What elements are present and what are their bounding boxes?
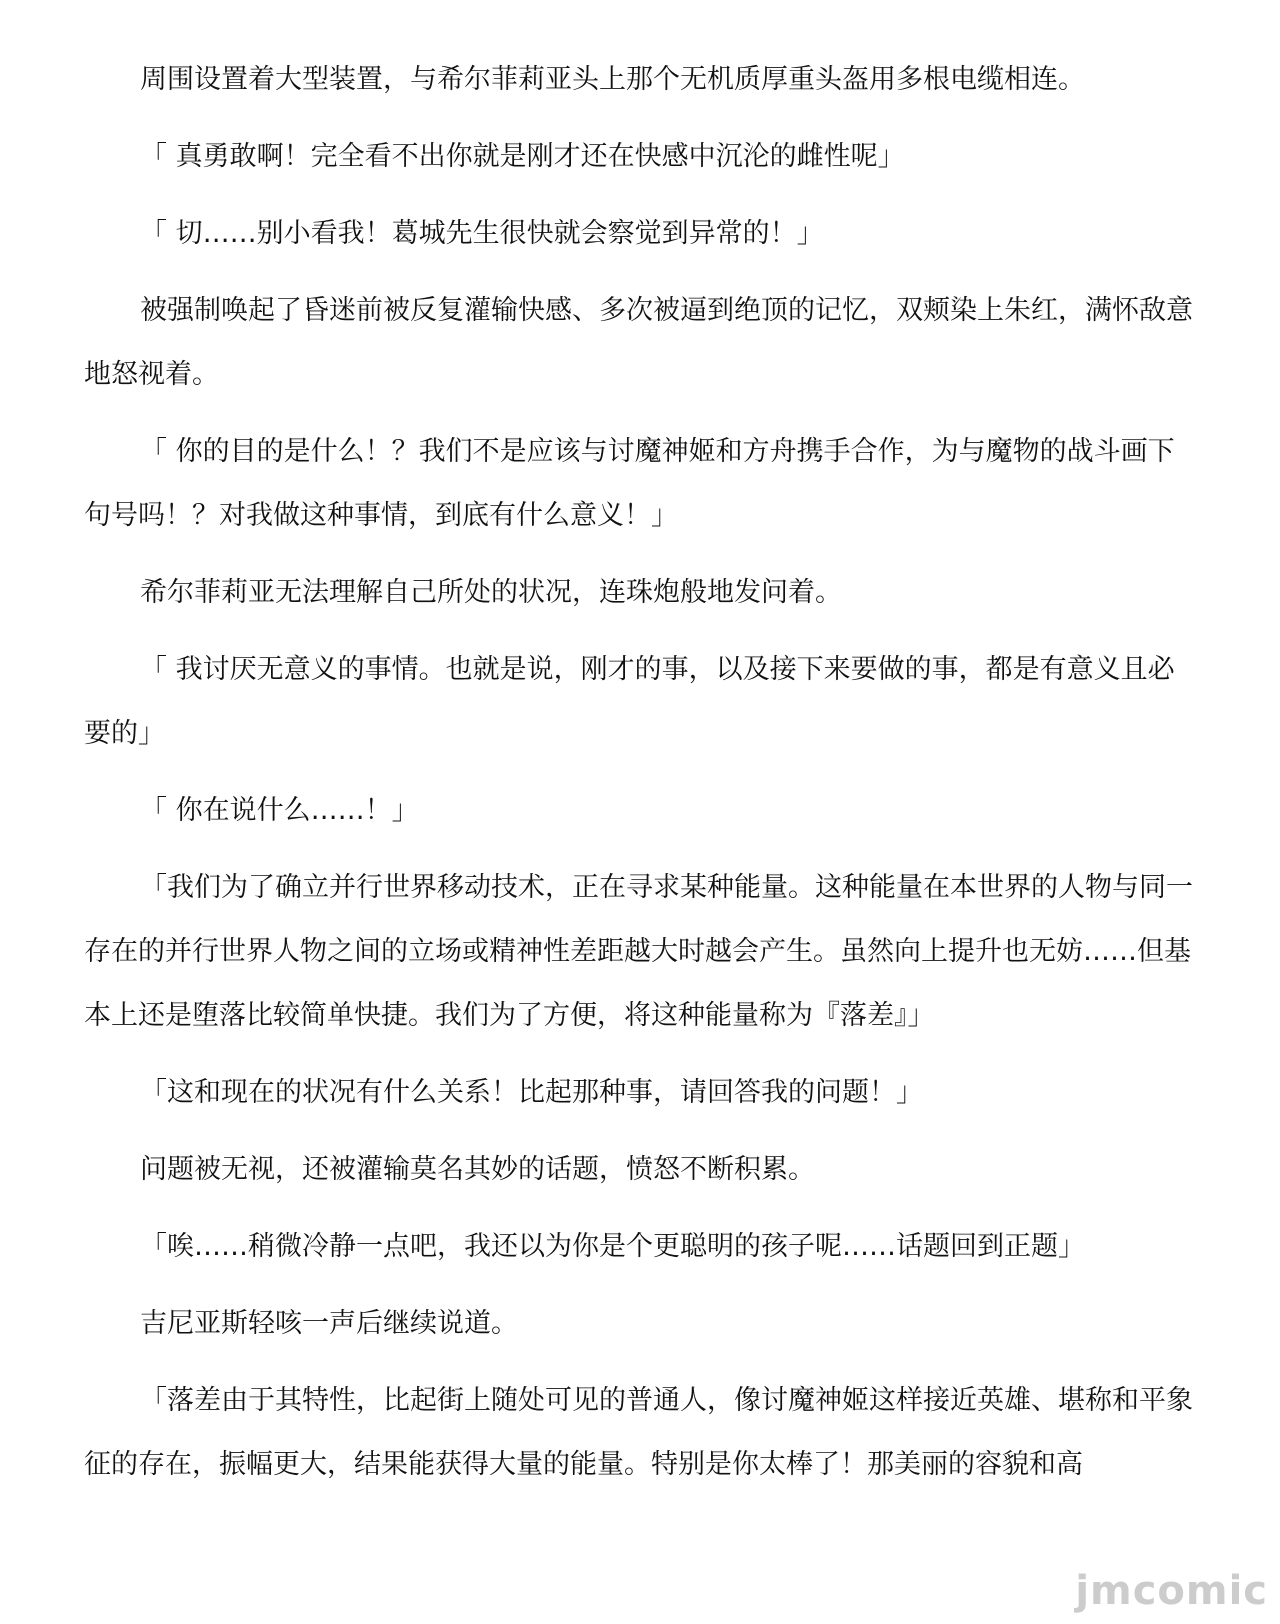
paragraph-12: 「唉……稍微冷静一点吧，我还以为你是个更聪明的孩子呢……话题回到正题」 (140, 1231, 1085, 1262)
paragraph-14: 「落差由于其特性，比起街上随处可见的普通人，像讨魔神姬这样接近英雄、堪称和平象征的存在，振幅更大，结果能获得大量的能量。特别是你太棒了！那美丽的容貌和高 (84, 1385, 1193, 1480)
paragraph-9: 「我们为了确立并行世界移动技术，正在寻求某种能量。这种能量在本世界的人物与同一存在的并行世界人物之间的立场或精神性差距越大时越会产生。虽然向上提升也无妨……但基本上还是堕落比较简单快捷。我们为了方便，将这种能量称为『落差』」 (84, 872, 1193, 1031)
paragraph-3: 「 切……别小看我！葛城先生很快就会察觉到异常的！」 (140, 218, 824, 249)
paragraph-11: 问题被无视，还被灌输莫名其妙的话题，愤怒不断积累。 (140, 1154, 815, 1185)
paragraph-2: 「 真勇敢啊！完全看不出你就是刚才还在快感中沉沦的雌性呢」 (140, 141, 905, 172)
paragraph-7: 「 我讨厌无意义的事情。也就是说，刚才的事，以及接下来要做的事，都是有意义且必要的」 (84, 654, 1175, 749)
paragraph-13: 吉尼亚斯轻咳一声后继续说道。 (140, 1308, 518, 1339)
paragraph-4: 被强制唤起了昏迷前被反复灌输快感、多次被逼到绝顶的记忆，双颊染上朱红，满怀敌意地怒视着。 (84, 295, 1193, 390)
paragraph-5: 「 你的目的是什么！？我们不是应该与讨魔神姬和方舟携手合作，为与魔物的战斗画下句号吗！？对我做这种事情，到底有什么意义！」 (84, 436, 1175, 531)
document-body (84, 48, 1194, 1510)
paragraph-1: 周围设置着大型装置，与希尔菲莉亚头上那个无机质厚重头盔用多根电缆相连。 (140, 64, 1085, 95)
watermark-logo: jmcomic (1075, 1568, 1268, 1614)
paragraph-10: 「这和现在的状况有什么关系！比起那种事，请回答我的问题！」 (140, 1077, 923, 1108)
paragraph-8: 「 你在说什么……！」 (140, 795, 419, 826)
paragraph-6: 希尔菲莉亚无法理解自己所处的状况，连珠炮般地发问着。 (140, 577, 842, 608)
